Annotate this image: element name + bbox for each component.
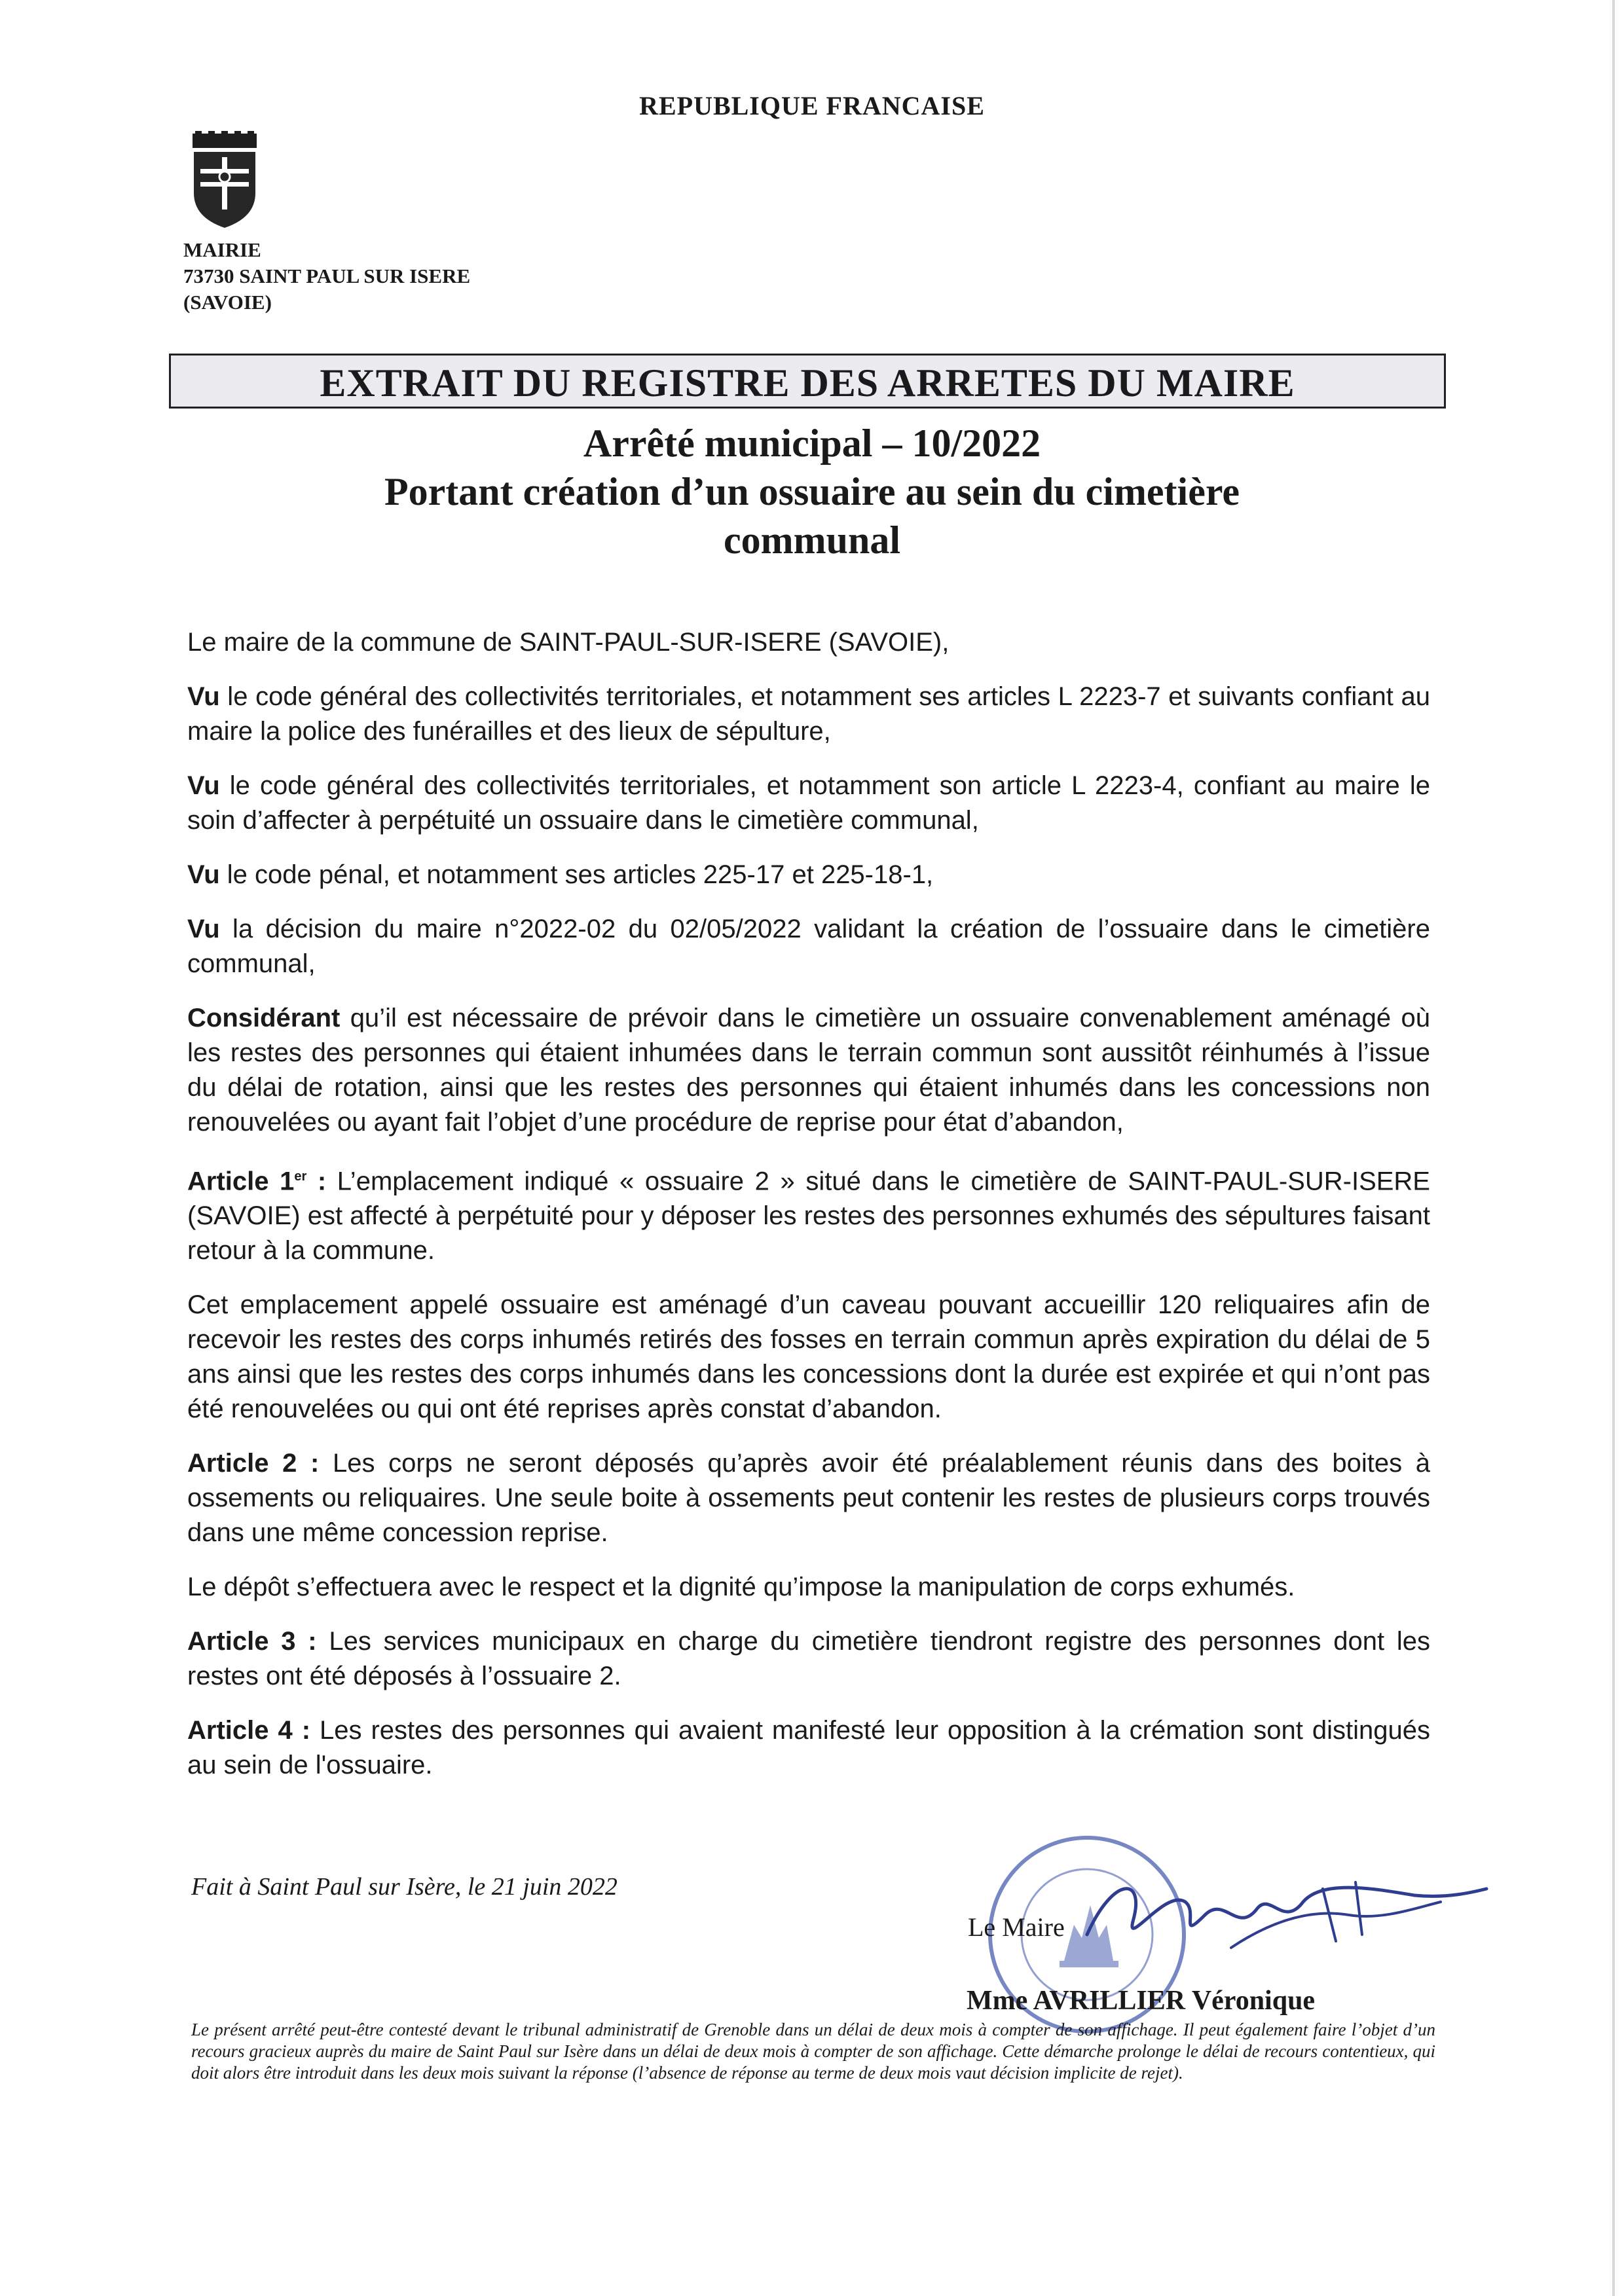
mairie-label: MAIRIE (183, 238, 261, 261)
mayor-title: Le Maire (968, 1912, 1065, 1942)
article-4-text: Les restes des personnes qui avaient manifesté leur opposition à la crémation sont distingués au sein de l'ossuaire. (187, 1716, 1430, 1780)
article-1-lead: Article 1 (187, 1167, 295, 1196)
article-1-superscript: er (294, 1169, 307, 1184)
extract-title-box (169, 354, 1446, 409)
mairie-address (183, 237, 470, 316)
vu-lead: Vu (187, 682, 220, 711)
article-3-text: Les services municipaux en charge du cimetière tiendront registre des personnes dont les restes ont été déposés à l’ossuaire 2. (187, 1627, 1430, 1691)
vu-text: la décision du maire n°2022-02 du 02/05/2022 validant la création de l’ossuaire dans le cimetière communal, (187, 915, 1430, 978)
decree-subject-title: Portant création d’un ossuaire au sein du cimetière (384, 470, 1240, 513)
mairie-city: 73730 SAINT PAUL SUR ISERE (183, 264, 471, 287)
article-2-paragraph (187, 1446, 1430, 1550)
considerant-paragraph (187, 1001, 1430, 1140)
decree-subject-title-cont: communal (724, 519, 900, 562)
article-1-paragraph-2: Cet emplacement appelé ossuaire est aménagé d’un caveau pouvant accueillir 120 reliquaires afin de recevoir les restes des corps inhumés retirés des fosses en terrain commun après expiration du délai de 5 ans ainsi que les restes des corps inhumés dans les concessions dont la durée est expirée et qui n’ont pas été renouvelées ou qui ont été reprises après constat d’abandon. (187, 1290, 1430, 1424)
article-1-text: L’emplacement indiqué « ossuaire 2 » situé dans le cimetière de SAINT-PAUL-SUR-ISERE (SAVOIE) est affecté à perpétuité pour y déposer les restes des personnes exhumés des sépultures faisant retour à la commune. (187, 1167, 1430, 1266)
vu-text: le code pénal, et notamment ses articles 225-17 et 225-18-1, (219, 860, 934, 889)
intro-paragraph: Le maire de la commune de SAINT-PAUL-SUR-ISERE (SAVOIE), (187, 628, 950, 657)
article-2-text: Les corps ne seront déposés qu’après avoir été préalablement réunis dans des boites à ossements ou reliquaires. Une seule boite à ossements peut contenir les restes de plusieurs corps trouvés dans une même concession reprise. (187, 1449, 1430, 1548)
republic-heading: REPUBLIQUE FRANCAISE (639, 91, 985, 120)
article-4-lead: Article 4 : (187, 1716, 311, 1745)
vu-lead: Vu (187, 860, 220, 889)
vu-paragraph-4 (187, 912, 1430, 981)
article-4-paragraph (187, 1713, 1430, 1783)
article-2-lead: Article 2 : (187, 1449, 320, 1478)
vu-lead: Vu (187, 771, 220, 800)
decree-body (187, 625, 1430, 1802)
legal-recourse-notice: Le présent arrêté peut-être contesté devant le tribunal administratif de Grenoble dans un délai de deux mois à compter de son affichage. Il peut également faire l’objet d’un recours gracieux auprès du maire de Saint Paul sur Isère dans un délai de deux mois à compter de son affichage. Cette démarche prolonge le délai de recours contentieux, qui doit alors être introduit dans les deux mois suivant la réponse (l’absence de réponse au terme de deux mois vaut décision implicite de rejet). (191, 2020, 1435, 2083)
extract-title: EXTRAIT DU REGISTRE DES ARRETES DU MAIRE (320, 361, 1295, 405)
mairie-region: (SAVOIE) (183, 291, 272, 314)
considerant-lead: Considérant (187, 1004, 341, 1032)
vu-text: le code général des collectivités territoriales, et notamment ses articles L 2223-7 et suivants confiant au maire la police des funérailles et des lieux de sépulture, (187, 682, 1430, 746)
decree-titles (157, 419, 1467, 564)
article-1-colon: : (306, 1167, 327, 1196)
vu-paragraph-3 (187, 858, 1430, 892)
vu-paragraph-1 (187, 680, 1430, 749)
vu-text: le code général des collectivités territoriales, et notamment son article L 2223-4, confiant au maire le soin d’affecter à perpétuité un ossuaire dans le cimetière communal, (187, 771, 1430, 835)
considerant-text: qu’il est nécessaire de prévoir dans le cimetière un ossuaire convenablement aménagé où les restes des personnes qui étaient inhumées dans le terrain commun sont aussitôt réinhumés à l’issue du délai de rotation, ainsi que les restes des personnes qui étaient inhumés dans les concessions non renouvelées ou ayant fait l’objet d’une procédure de reprise pour état d’abandon, (187, 1004, 1430, 1137)
article-3-lead: Article 3 : (187, 1627, 317, 1656)
mayor-signature (1074, 1863, 1493, 1967)
article-2-paragraph-2: Le dépôt s’effectuera avec le respect et la dignité qu’impose la manipulation de corps exhumés. (187, 1573, 1295, 1602)
article-1-paragraph (187, 1159, 1430, 1268)
vu-lead: Vu (187, 915, 220, 943)
decree-number-title: Arrêté municipal – 10/2022 (583, 422, 1041, 465)
page-edge-shadow (1612, 0, 1615, 2296)
mayor-name: Mme AVRILLIER Véronique (967, 1986, 1316, 2016)
signed-place-date: Fait à Saint Paul sur Isère, le 21 juin 2022 (191, 1873, 618, 1901)
article-3-paragraph (187, 1624, 1430, 1694)
coat-of-arms-icon (189, 131, 261, 229)
vu-paragraph-2 (187, 769, 1430, 838)
